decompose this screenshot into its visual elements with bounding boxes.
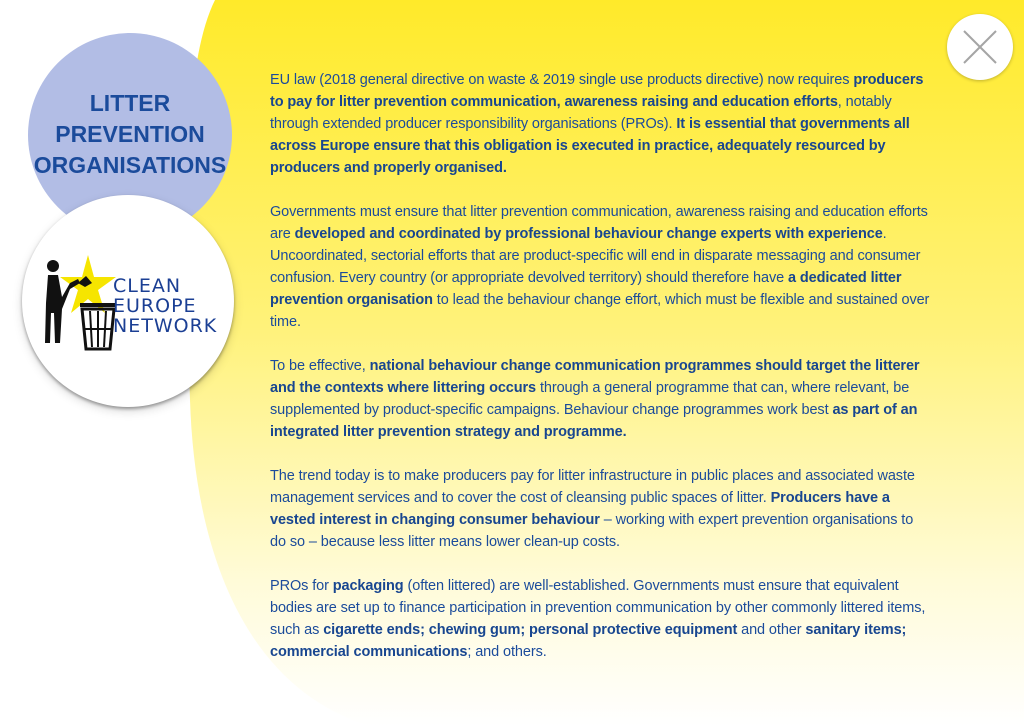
body-text-run: through a general programme that can, where relevant, be supplemented by product-specific campaigns. Behaviour change programmes work best [270,380,910,418]
logo-line: NETWORK [113,315,218,337]
emphasis-text: sanitary items; commercial communications [270,622,907,660]
litter-bin-person-icon [40,253,120,353]
clean-europe-network-logo [22,195,234,407]
emphasis-text: Producers have a vested interest in changing consumer behaviour [270,490,890,528]
body-text-run: – working with expert prevention organisations to do so – because less litter means lower clean-up costs. [270,512,914,550]
paragraph-2 [270,201,930,333]
emphasis-text: It is essential that governments all across Europe ensure that this obligation is executed in practice, adequately resourced by producers and properly organised. [270,116,910,176]
body-text-run: , notably through extended producer responsibility organisations (PROs). [270,94,892,132]
body-text-run: EU law (2018 general directive on waste & 2019 single use products directive) now requires [270,72,854,88]
close-icon [960,27,1000,67]
paragraph-4 [270,465,930,553]
logo-line: CLEAN [113,275,182,297]
emphasis-text: as part of an integrated litter prevention strategy and programme. [270,402,918,440]
page-title [32,88,228,181]
paragraph-5 [270,575,930,663]
emphasis-text: national behaviour change communication programmes should target the litterer and the contexts where littering occurs [270,358,920,396]
body-text-run: Governments must ensure that litter prevention communication, awareness raising and education efforts are [270,204,928,242]
title-line: PREVENTION [55,120,205,147]
emphasis-text: cigarette ends; chewing gum; personal protective equipment [323,622,738,638]
paragraph-3 [270,355,930,443]
body-text-run: (often littered) are well-established. Governments must ensure that equivalent bodies are set up to finance participation in prevention communication by other commonly littered items, such as [270,578,926,638]
body-text-run: and other [737,622,806,638]
title-line: ORGANISATIONS [33,151,227,178]
emphasis-text: packaging [332,578,404,594]
logo-wordmark [113,276,217,336]
logo-line: EUROPE [113,295,197,317]
emphasis-text: a dedicated litter prevention organisation [270,270,902,308]
emphasis-text: producers to pay for litter prevention communication, awareness raising and education efforts [270,72,924,110]
body-text [270,69,930,685]
body-text-run: The trend today is to make producers pay for litter infrastructure in public places and associated waste management services and to cover the cost of cleansing public spaces of litter. [270,468,915,506]
emphasis-text: developed and coordinated by professional behaviour change experts with experience [294,226,883,242]
paragraph-1 [270,69,930,179]
body-text-run: To be effective, [270,358,370,374]
body-text-run: ; and others. [467,644,547,660]
title-line: LITTER [89,89,171,116]
body-text-run: PROs for [270,578,333,594]
body-text-run: to lead the behaviour change effort, which must be flexible and sustained over time. [270,292,930,330]
close-button[interactable] [947,14,1013,80]
body-text-run: . Uncoordinated, sectorial efforts that are product-specific will end in disparate messaging and consumer confusion. Every country (or appropriate devolved territory) should therefore have [270,226,921,286]
